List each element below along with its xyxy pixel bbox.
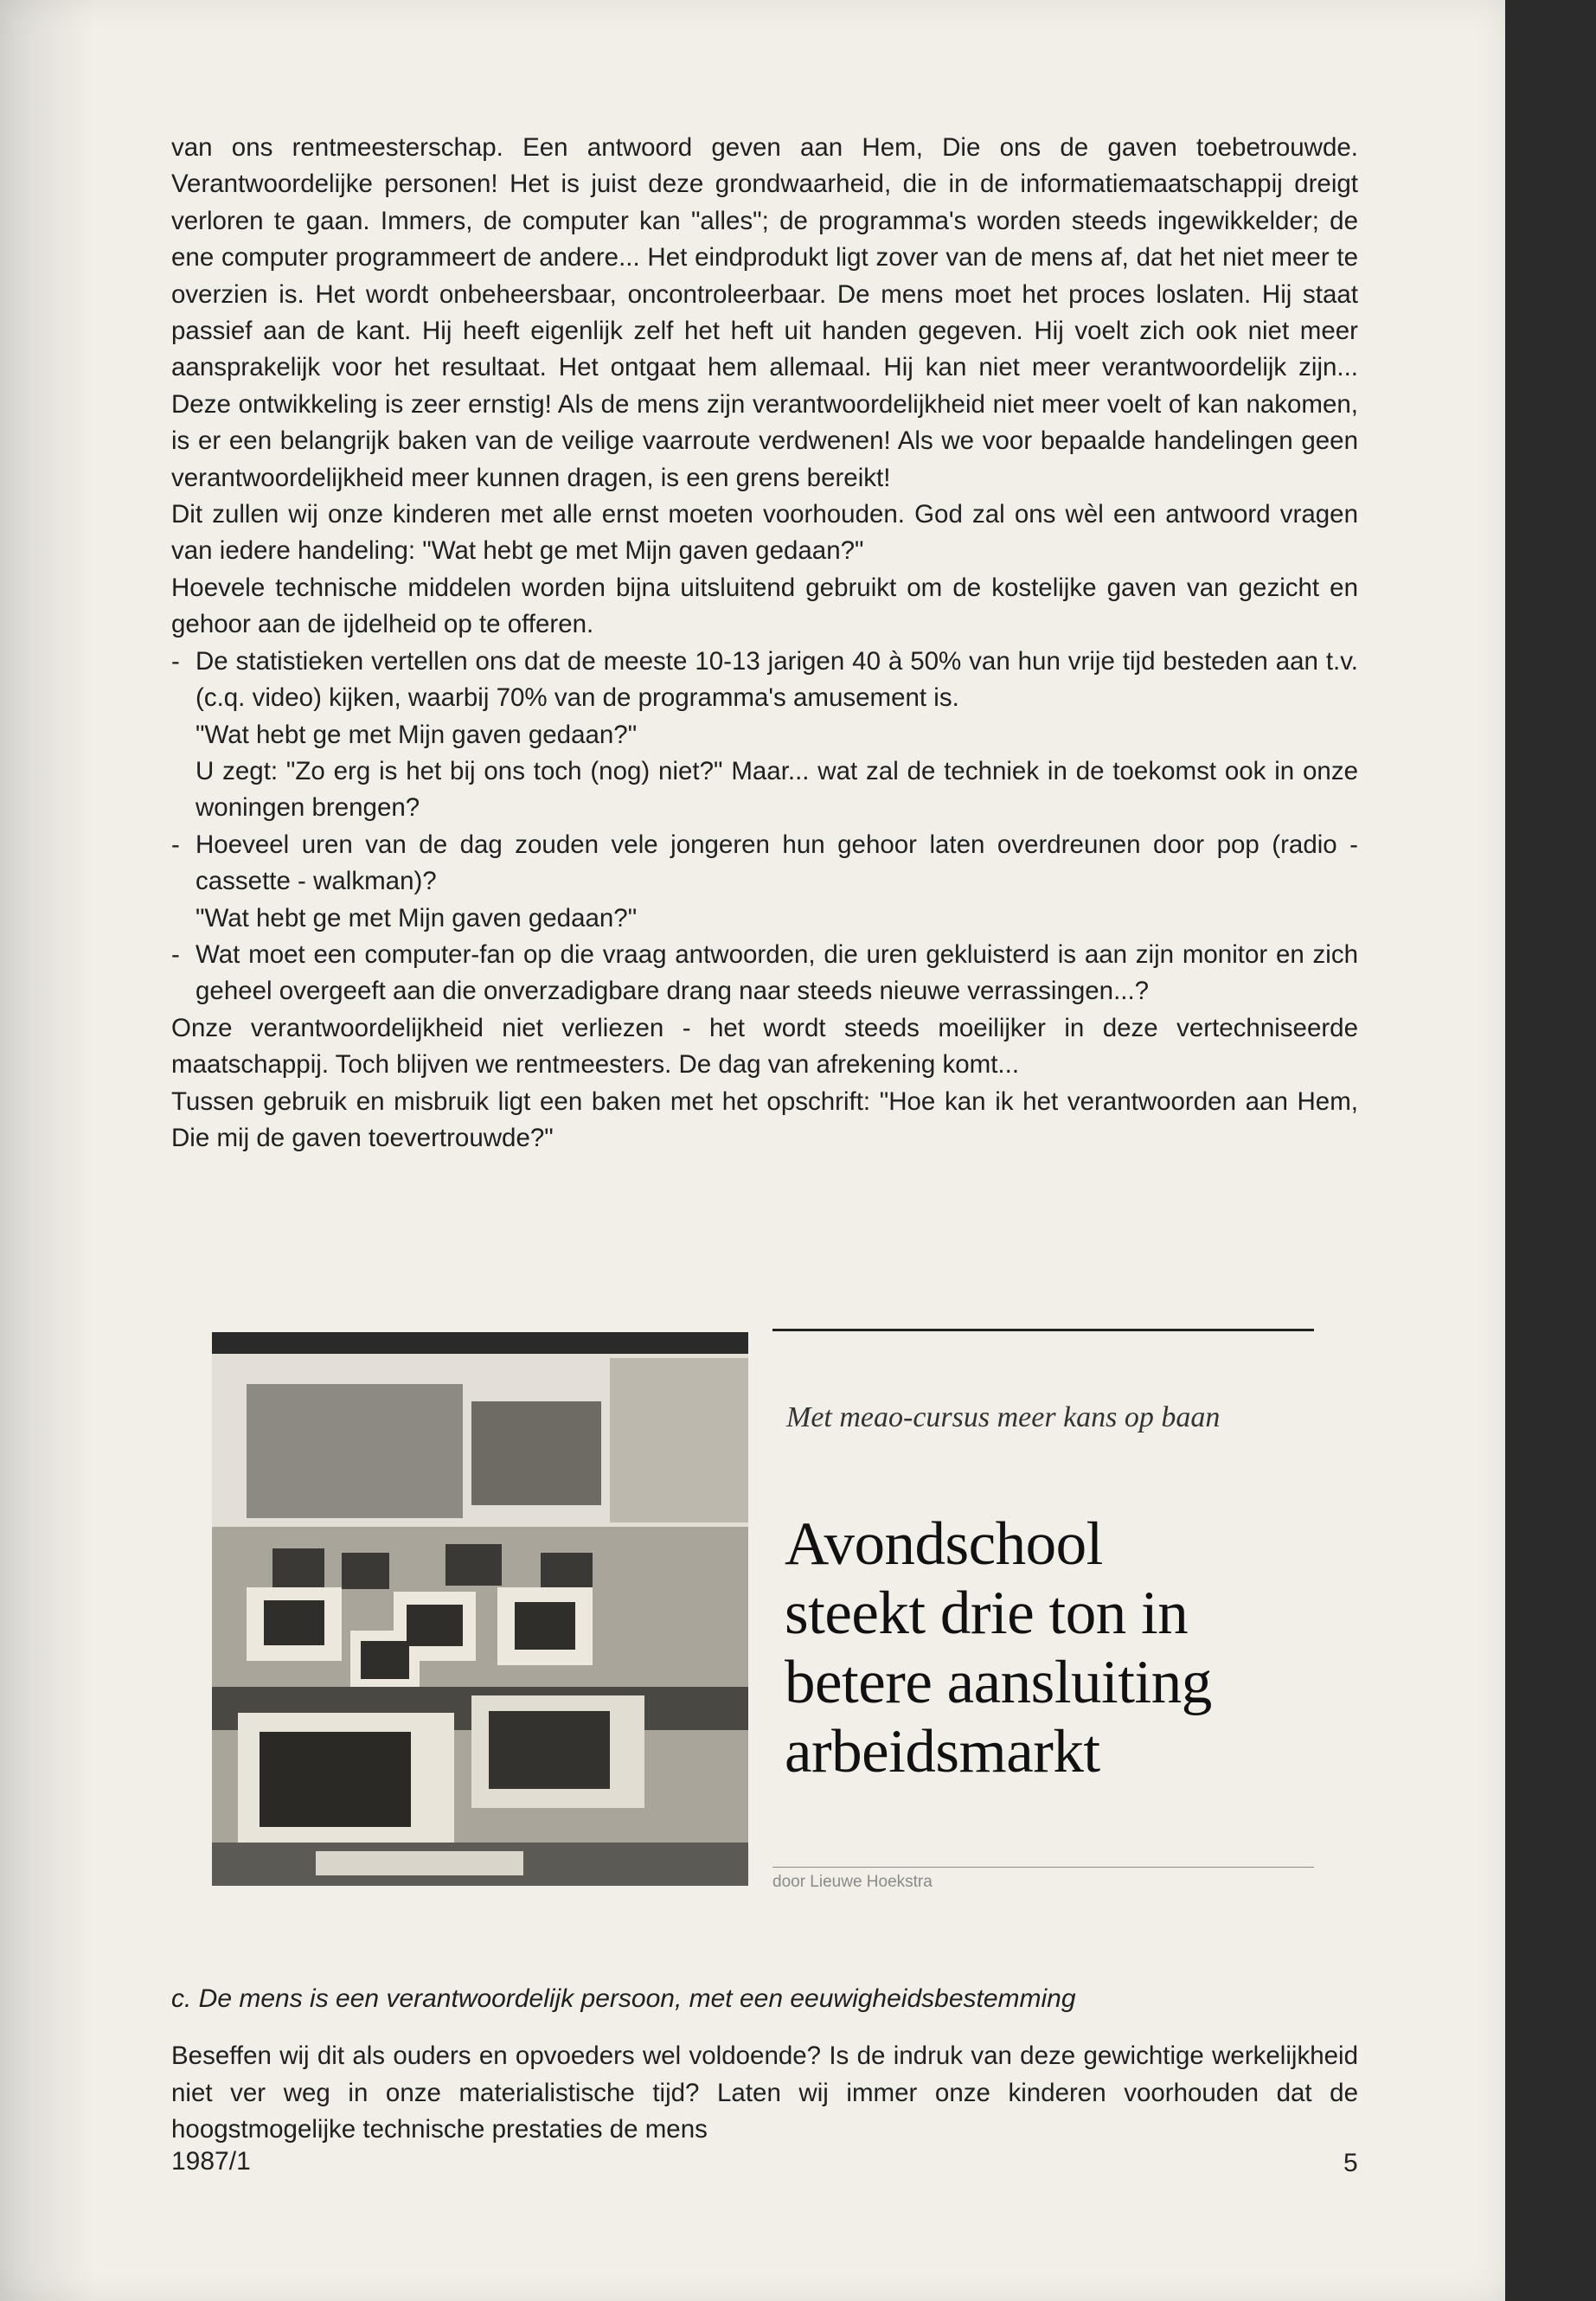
- list-item-extra: U zegt: "Zo erg is het bij ons toch (nog) niet?" Maar... wat zal de techniek in de toekomst ook in onze woningen brengen?: [195, 756, 1358, 823]
- paragraph-3: Hoevele technische middelen worden bijna uitsluitend gebruikt om de kostelijke gaven van gezicht en gehoor aan de ijdelheid op te offeren.: [171, 573, 1358, 639]
- paragraph-2: Dit zullen wij onze kinderen met alle ernst moeten voorhouden. God zal ons wèl een antwoord vragen van iedere handeling: "Wat hebt ge met Mijn gaven gedaan?": [171, 500, 1358, 566]
- list-dash: -: [171, 830, 180, 859]
- list-dash: -: [171, 939, 180, 969]
- headline-line: Avondschool: [785, 1510, 1103, 1578]
- section-c-text: Beseffen wij dit als ouders en opvoeders wel voldoende? Is de indruk van deze gewichtige werkelijkheid niet ver weg in onze materialistische tijd? Laten wij immer onze kinderen voorhouden dat de hoogstmogelijke technische prestaties de mens: [171, 2041, 1358, 2144]
- section-c-heading: c. De mens is een verantwoordelijk persoon, met een eeuwigheidsbestemming: [171, 1984, 1076, 2013]
- paragraph-1: van ons rentmeesterschap. Een antwoord geven aan Hem, Die ons de gaven toebetrouwde. Verantwoordelijke personen! Het is juist deze grondwaarheid, die in de informatiemaatschappij dreigt verloren te gaan. Immers, de computer kan "alles"; de programma's worden steeds ingewikkelder; de ene computer programmeert de andere... Het eindprodukt ligt zover van de mens af, dat het niet meer te overzien is. Het wordt onbeheersbaar, oncontroleerbaar. De mens moet het proces loslaten. Hij staat passief aan de kant. Hij heeft eigenlijk zelf het heft uit handen gegeven. Hij voelt zich ook niet meer aansprakelijk voor het resultaat. Het ontgaat hem allemaal. Hij kan niet meer verantwoordelijk zijn... Deze ontwikkeling is zeer ernstig! Als de mens zijn verantwoordelijkheid niet meer voelt of kan nakomen, is er een belangrijk baken van de veilige vaarroute verdwenen! Als we voor bepaalde handelingen geen verantwoordelijkheid meer kunnen dragen, is een grens bereikt!: [171, 133, 1358, 492]
- headline-line: steekt drie ton in: [785, 1580, 1189, 1647]
- list-dash: -: [171, 646, 180, 676]
- list-item: [171, 827, 1358, 937]
- bottom-rule: [772, 1867, 1314, 1868]
- article-body: [171, 130, 1358, 1157]
- dash-list: [171, 644, 1358, 1010]
- clipping-headline: [785, 1509, 1314, 1786]
- list-item-text: Wat moet een computer-fan op die vraag antwoorden, die uren gekluisterd is aan zijn monitor en zich geheel overgeeft aan die onverzadigbare drang naar steeds nieuwe verrassingen...?: [195, 939, 1358, 1006]
- list-item-quote: "Wat hebt ge met Mijn gaven gedaan?": [195, 903, 638, 933]
- headline-line: betere aansluiting: [785, 1649, 1212, 1716]
- list-item: [171, 644, 1358, 827]
- list-item-text: Hoeveel uren van de dag zouden vele jongeren hun gehoor laten overdreunen door pop (radio - cassette - walkman)?: [195, 830, 1358, 896]
- headline-line: arbeidsmarkt: [785, 1718, 1100, 1785]
- newspaper-clipping: [212, 1324, 1315, 1903]
- paragraph-5: Tussen gebruik en misbruik ligt een baken met het opschrift: "Hoe kan ik het verantwoorden aan Hem, Die mij de gaven toevertrouwde?": [171, 1086, 1358, 1152]
- top-rule: [772, 1329, 1314, 1331]
- paragraph-4: Onze verantwoordelijkheid niet verliezen - het wordt steeds moeilijker in deze vertechniseerde maatschappij. Toch blijven we rentmeesters. De dag van afrekening komt...: [171, 1013, 1358, 1080]
- list-item-quote: "Wat hebt ge met Mijn gaven gedaan?": [195, 720, 638, 749]
- clipping-byline: door Lieuwe Hoekstra: [772, 1873, 933, 1891]
- clipping-kicker: Met meao-cursus meer kans op baan: [786, 1401, 1221, 1433]
- list-item: [171, 937, 1358, 1010]
- classroom-photo: [212, 1332, 748, 1886]
- page-number: 5: [1343, 2149, 1358, 2177]
- issue-number: 1987/1: [171, 2147, 251, 2176]
- computer-classroom-image: [212, 1332, 748, 1886]
- section-c: [171, 1981, 1358, 2149]
- clipping-headline-block: [772, 1324, 1314, 1903]
- list-item-text: De statistieken vertellen ons dat de meeste 10-13 jarigen 40 à 50% van hun vrije tijd besteden aan t.v. (c.q. video) kijken, waarbij 70% van de programma's amusement is.: [195, 646, 1358, 713]
